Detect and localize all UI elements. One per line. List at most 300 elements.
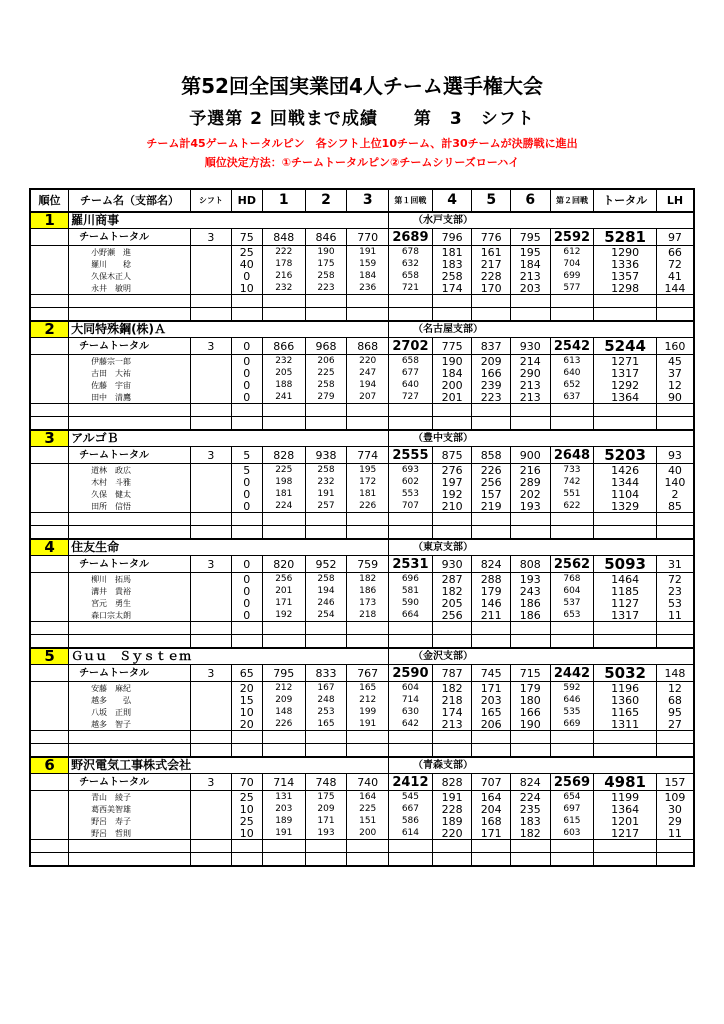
empty-cell [262,526,305,540]
empty-cell [594,622,657,635]
player-g6: 193 [510,500,550,513]
team-total-row [30,556,694,573]
player-lh: 2 [656,488,694,500]
header-rank: 順位 [30,189,69,212]
player-shift-spacer [191,391,232,404]
player-g6: 193 [510,573,550,586]
player-g1: 212 [262,682,305,695]
team-rank: 5 [30,648,69,665]
player-g2: 175 [305,791,347,804]
player-g4: 205 [432,597,472,609]
team-shift: 3 [191,774,232,791]
player-hd: 5 [231,464,262,477]
empty-cell [510,853,550,867]
player-g2: 209 [305,803,347,815]
player-name: 久保木正人 [69,270,191,282]
player-hd: 0 [231,367,262,379]
player-g2: 171 [305,815,347,827]
player-total: 1217 [594,827,657,840]
player-g2: 194 [305,585,347,597]
empty-cell [656,853,694,867]
player-shift-spacer [191,694,232,706]
player-hd: 0 [231,573,262,586]
player-g1: 178 [262,258,305,270]
empty-cell [656,622,694,635]
team-rank-spacer [30,665,69,682]
empty-cell [191,417,232,431]
empty-cell [472,744,511,758]
team-total-hd: 70 [231,774,262,791]
team-total-total: 5032 [594,665,657,682]
empty-cell [550,840,594,853]
empty-cell [432,622,472,635]
empty-cell [30,513,69,526]
player-g6: 180 [510,694,550,706]
player-name: 永井 敏明 [69,282,191,295]
player-g5: 179 [472,585,511,597]
player-r2: 652 [550,379,594,391]
empty-cell [30,635,69,649]
player-g2: 258 [305,379,347,391]
team-total-row [30,774,694,791]
empty-cell [262,731,305,744]
player-g3: 159 [347,258,389,270]
player-total: 1290 [594,246,657,259]
header-total: トータル [594,189,657,212]
team-shift: 3 [191,447,232,464]
player-rank-spacer [30,379,69,391]
empty-cell [594,513,657,526]
team-total-r1: 2412 [389,774,433,791]
player-hd: 0 [231,500,262,513]
player-hd: 0 [231,488,262,500]
empty-cell [347,744,389,758]
empty-cell [472,526,511,540]
player-hd: 0 [231,270,262,282]
empty-cell [347,526,389,540]
empty-cell [472,295,511,308]
team-header-row [30,539,694,556]
player-lh: 144 [656,282,694,295]
empty-cell [191,853,232,867]
player-r2: 622 [550,500,594,513]
empty-cell [550,526,594,540]
player-total: 1104 [594,488,657,500]
player-lh: 40 [656,464,694,477]
player-lh: 85 [656,500,694,513]
player-g5: 206 [472,718,511,731]
player-shift-spacer [191,282,232,295]
player-g6: 166 [510,706,550,718]
empty-cell [305,526,347,540]
empty-cell [472,308,511,322]
header-team: チーム名（支部名） [69,189,191,212]
player-g1: 201 [262,585,305,597]
player-name: 青山 綾子 [69,791,191,804]
empty-cell [656,731,694,744]
player-g4: 258 [432,270,472,282]
player-row [30,464,694,477]
team-total-g5: 745 [472,665,511,682]
empty-cell [191,635,232,649]
empty-cell [594,635,657,649]
player-total: 1317 [594,609,657,622]
player-g2: 253 [305,706,347,718]
player-hd: 10 [231,803,262,815]
team-total-g4: 930 [432,556,472,573]
empty-cell [656,308,694,322]
player-hd: 25 [231,791,262,804]
player-g6: 202 [510,488,550,500]
player-g4: 191 [432,791,472,804]
player-g6: 179 [510,682,550,695]
player-g5: 146 [472,597,511,609]
empty-cell [347,404,389,417]
team-total-g1: 848 [262,229,305,246]
empty-cell [262,404,305,417]
player-rank-spacer [30,270,69,282]
player-g4: 228 [432,803,472,815]
empty-cell [656,404,694,417]
player-g6: 183 [510,815,550,827]
player-total: 1199 [594,791,657,804]
player-name: 越多 智子 [69,718,191,731]
header-lh: LH [656,189,694,212]
team-branch: （東京支部） [389,539,694,556]
player-lh: 68 [656,694,694,706]
team-total-g3: 868 [347,338,389,355]
player-g1: 256 [262,573,305,586]
player-lh: 23 [656,585,694,597]
team-total-r1: 2689 [389,229,433,246]
player-r1: 553 [389,488,433,500]
team-total-g1: 820 [262,556,305,573]
player-g2: 223 [305,282,347,295]
player-rank-spacer [30,355,69,368]
empty-cell [305,295,347,308]
player-g1: 225 [262,464,305,477]
player-row [30,827,694,840]
player-rank-spacer [30,827,69,840]
player-g2: 167 [305,682,347,695]
player-row [30,803,694,815]
empty-cell [191,840,232,853]
player-total: 1336 [594,258,657,270]
team-total-g5: 858 [472,447,511,464]
empty-cell [432,526,472,540]
player-rank-spacer [30,246,69,259]
team-header-row [30,648,694,665]
player-total: 1271 [594,355,657,368]
player-g3: 226 [347,500,389,513]
player-hd: 0 [231,476,262,488]
empty-cell [656,526,694,540]
team-shift: 3 [191,556,232,573]
player-g3: 165 [347,682,389,695]
player-lh: 37 [656,367,694,379]
empty-cell [191,308,232,322]
team-header-row [30,430,694,447]
player-g1: 198 [262,476,305,488]
empty-cell [550,853,594,867]
team-total-label: チームトータル [69,229,191,246]
player-r2: 615 [550,815,594,827]
player-g4: 181 [432,246,472,259]
player-total: 1201 [594,815,657,827]
player-g4: 174 [432,282,472,295]
empty-cell [594,731,657,744]
player-g2: 191 [305,488,347,500]
empty-cell [472,853,511,867]
empty-cell [510,526,550,540]
player-r1: 664 [389,609,433,622]
empty-cell [191,295,232,308]
player-lh: 90 [656,391,694,404]
player-lh: 109 [656,791,694,804]
player-g3: 184 [347,270,389,282]
team-total-g5: 824 [472,556,511,573]
player-total: 1344 [594,476,657,488]
player-row [30,282,694,295]
empty-cell [510,840,550,853]
empty-cell [594,526,657,540]
empty-cell [30,731,69,744]
player-g1: 191 [262,827,305,840]
player-g4: 256 [432,609,472,622]
team-total-total: 4981 [594,774,657,791]
player-row [30,500,694,513]
empty-cell [594,853,657,867]
player-r2: 653 [550,609,594,622]
player-hd: 40 [231,258,262,270]
player-r1: 696 [389,573,433,586]
player-total: 1196 [594,682,657,695]
team-total-g2: 968 [305,338,347,355]
empty-cell [347,731,389,744]
team-header-row [30,757,694,774]
player-total: 1426 [594,464,657,477]
team-total-g3: 770 [347,229,389,246]
empty-cell [550,404,594,417]
team-header-row [30,321,694,338]
player-g4: 182 [432,682,472,695]
player-total: 1357 [594,270,657,282]
empty-cell [510,417,550,431]
empty-cell [30,308,69,322]
player-total: 1360 [594,694,657,706]
player-g6: 214 [510,355,550,368]
player-g2: 248 [305,694,347,706]
player-total: 1464 [594,573,657,586]
header-game-1: 1 [262,189,305,212]
player-g4: 184 [432,367,472,379]
team-name: 大同特殊鋼(株)Ａ [69,321,389,338]
player-hd: 0 [231,585,262,597]
player-hd: 0 [231,379,262,391]
player-total: 1364 [594,803,657,815]
player-r2: 669 [550,718,594,731]
empty-cell [30,526,69,540]
player-shift-spacer [191,258,232,270]
player-name: 葛西美智雄 [69,803,191,815]
player-row [30,706,694,718]
player-lh: 30 [656,803,694,815]
empty-cell [231,295,262,308]
player-name: 久保 健太 [69,488,191,500]
player-name: 野呂 寿子 [69,815,191,827]
player-g4: 213 [432,718,472,731]
empty-cell [472,513,511,526]
empty-cell [472,840,511,853]
player-name: 田中 清鷹 [69,391,191,404]
team-rank-spacer [30,447,69,464]
header-game-6: 6 [510,189,550,212]
player-g4: 201 [432,391,472,404]
empty-cell [389,622,433,635]
empty-cell [191,513,232,526]
player-row [30,246,694,259]
team-total-g5: 837 [472,338,511,355]
empty-cell [30,853,69,867]
team-total-label: チームトータル [69,774,191,791]
team-total-g6: 900 [510,447,550,464]
player-g6: 213 [510,379,550,391]
player-shift-spacer [191,246,232,259]
player-rank-spacer [30,585,69,597]
player-shift-spacer [191,355,232,368]
player-g6: 213 [510,391,550,404]
player-name: 羅川 稔 [69,258,191,270]
player-total: 1127 [594,597,657,609]
player-g5: 161 [472,246,511,259]
player-hd: 10 [231,282,262,295]
empty-cell [347,308,389,322]
team-rank-spacer [30,229,69,246]
empty-cell [550,744,594,758]
player-total: 1165 [594,706,657,718]
player-r2: 604 [550,585,594,597]
player-g3: 191 [347,246,389,259]
player-shift-spacer [191,597,232,609]
team-total-r1: 2555 [389,447,433,464]
empty-cell [510,308,550,322]
team-total-lh: 160 [656,338,694,355]
player-g2: 165 [305,718,347,731]
empty-cell [305,513,347,526]
player-shift-spacer [191,682,232,695]
empty-cell [262,635,305,649]
team-total-lh: 93 [656,447,694,464]
player-g3: 195 [347,464,389,477]
empty-cell [305,731,347,744]
player-g4: 287 [432,573,472,586]
team-name: 住友生命 [69,539,389,556]
player-g3: 173 [347,597,389,609]
player-name: 佐藤 宇宙 [69,379,191,391]
empty-cell [594,295,657,308]
player-rank-spacer [30,706,69,718]
team-name: Ｇｕｕ Ｓｙｓｔｅｍ [69,648,389,665]
empty-cell [69,404,191,417]
empty-cell [594,744,657,758]
empty-cell [262,417,305,431]
player-r2: 733 [550,464,594,477]
player-name: 越多 弘 [69,694,191,706]
team-total-hd: 0 [231,338,262,355]
player-g5: 171 [472,682,511,695]
empty-row [30,840,694,853]
player-g4: 197 [432,476,472,488]
player-shift-spacer [191,488,232,500]
player-name: 木村 斗雅 [69,476,191,488]
empty-cell [69,622,191,635]
empty-cell [262,513,305,526]
player-g6: 190 [510,718,550,731]
empty-cell [69,731,191,744]
empty-cell [191,731,232,744]
player-r1: 614 [389,827,433,840]
empty-cell [432,744,472,758]
player-lh: 11 [656,609,694,622]
page-title: 第52回全国実業団4人チーム選手権大会 [181,74,543,98]
team-rank: 4 [30,539,69,556]
team-total-r2: 2592 [550,229,594,246]
player-r2: 654 [550,791,594,804]
player-hd: 0 [231,609,262,622]
empty-cell [347,622,389,635]
team-total-hd: 65 [231,665,262,682]
player-g2: 254 [305,609,347,622]
team-total-total: 5093 [594,556,657,573]
team-total-lh: 97 [656,229,694,246]
player-g5: 166 [472,367,511,379]
player-name: 野呂 哲則 [69,827,191,840]
empty-cell [550,295,594,308]
team-branch: （豊中支部） [389,430,694,447]
player-g5: 209 [472,355,511,368]
empty-cell [69,526,191,540]
empty-row [30,404,694,417]
player-rank-spacer [30,488,69,500]
empty-row [30,744,694,758]
empty-cell [305,853,347,867]
player-r2: 537 [550,597,594,609]
team-total-label: チームトータル [69,447,191,464]
player-g1: 232 [262,282,305,295]
player-row [30,379,694,391]
team-total-row [30,447,694,464]
player-r2: 535 [550,706,594,718]
results-table [29,188,695,867]
player-lh: 29 [656,815,694,827]
team-total-lh: 157 [656,774,694,791]
player-lh: 95 [656,706,694,718]
player-name: 伊藤宗一郎 [69,355,191,368]
player-lh: 27 [656,718,694,731]
player-row [30,609,694,622]
empty-cell [191,404,232,417]
player-shift-spacer [191,367,232,379]
player-g4: 276 [432,464,472,477]
player-rank-spacer [30,803,69,815]
team-total-hd: 0 [231,556,262,573]
player-g2: 257 [305,500,347,513]
player-g3: 247 [347,367,389,379]
empty-cell [305,404,347,417]
empty-cell [231,526,262,540]
player-g5: 239 [472,379,511,391]
player-lh: 72 [656,258,694,270]
